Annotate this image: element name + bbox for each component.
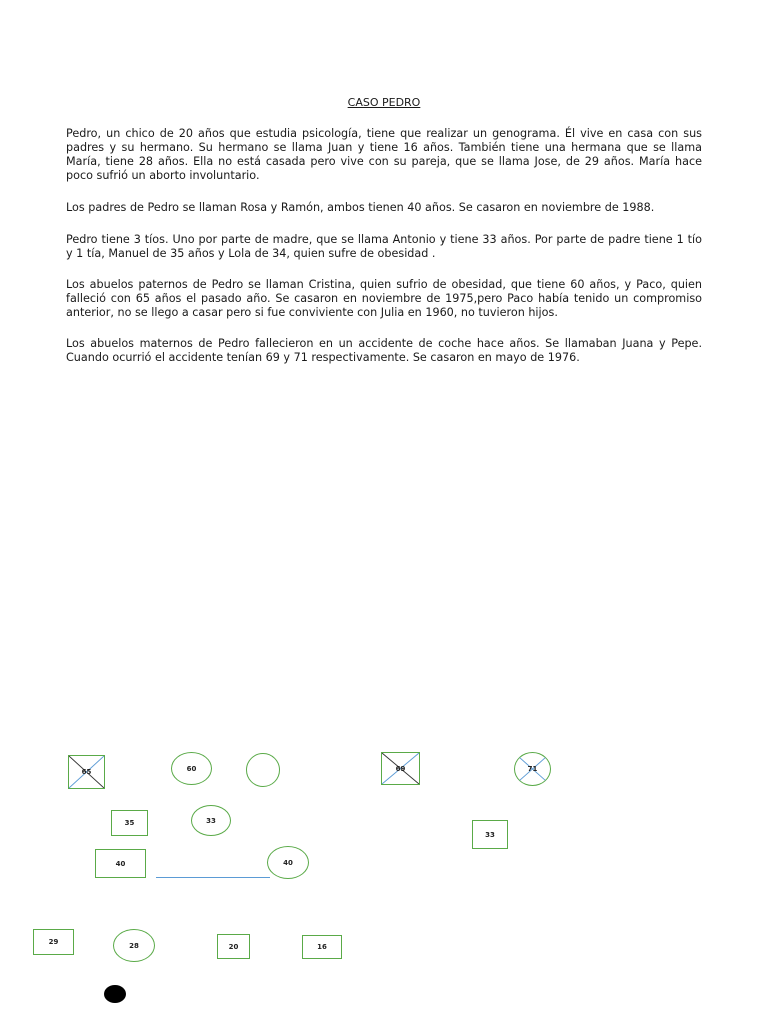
paragraph-parents: Los padres de Pedro se llaman Rosa y Ramón, ambos tienen 40 años. Se casaron en noviembre de 1988.	[66, 201, 655, 214]
miscarriage-marker	[104, 985, 126, 1003]
paragraph-uncles: Pedro tiene 3 tíos. Uno por parte de madre, que se llama Antonio y tiene 33 años. Por parte de padre tiene 1 tío y 1 tía, Manuel de 35 años y Lola de 34, quien sufre de obesidad .	[66, 233, 702, 260]
paragraph-family: Pedro, un chico de 20 años que estudia psicología, tiene que realizar un genograma. Él vive en casa con sus padres y su hermano. Su hermano se llama Juan y tiene 16 años. También tiene una hermana que se llama María, tiene 28 años. Ella no está casada pero vive con su pareja, que se llama Jose, de 29 años. María hace poco sufrió un aborto involuntario.	[66, 127, 702, 182]
genogram-node-ramon	[95, 849, 146, 878]
genogram-node-pepe	[381, 752, 420, 785]
paragraph-paternal-grandparents: Los abuelos paternos de Pedro se llaman Cristina, quien sufrio de obesidad, que tiene 60 años, y Paco, quien falleció con 65 años el pasado año. Se casaron en noviembre de 1975,pero Paco había tenido un compromiso anterior, no se llego a casar pero si fue conviviente con Julia en 1960, no tuvieron hijos.	[66, 278, 702, 319]
genogram-node-lola	[191, 805, 231, 836]
paragraph-maternal-grandparents: Los abuelos maternos de Pedro fallecieron en un accidente de coche hace años. Se llamaban Juana y Pepe. Cuando ocurrió el accidente tenían 69 y 71 respectivamente. Se casaron en mayo de 1976.	[66, 337, 702, 364]
genogram-node-rosa	[267, 846, 309, 879]
marriage-line	[156, 877, 270, 878]
document-title: CASO PEDRO	[347, 96, 421, 109]
genogram-node-julia	[246, 753, 280, 787]
node-age-label: 60	[186, 764, 197, 773]
node-age-label: 35	[124, 819, 135, 827]
genogram-node-cristina	[171, 752, 212, 785]
node-age-label: 69	[395, 764, 406, 773]
node-age-label: 20	[228, 942, 239, 951]
genogram-node-juan	[302, 935, 342, 959]
node-age-label: 40	[115, 859, 126, 868]
node-age-label: 65	[81, 768, 92, 776]
node-age-label: 29	[48, 938, 59, 946]
node-age-label: 40	[283, 858, 293, 867]
genogram-node-antonio	[472, 820, 508, 849]
genogram-node-maria	[113, 929, 155, 962]
node-age-label: 71	[527, 765, 538, 773]
genogram-node-paco	[68, 755, 105, 789]
node-age-label: 16	[317, 943, 327, 951]
genogram-node-juana	[514, 752, 551, 786]
node-age-label: 33	[206, 816, 216, 825]
node-age-label: 28	[129, 941, 139, 950]
genogram-node-manuel	[111, 810, 148, 836]
genogram-node-pedro	[217, 934, 250, 959]
node-age-label: 33	[485, 830, 495, 839]
genogram-node-jose	[33, 929, 74, 955]
